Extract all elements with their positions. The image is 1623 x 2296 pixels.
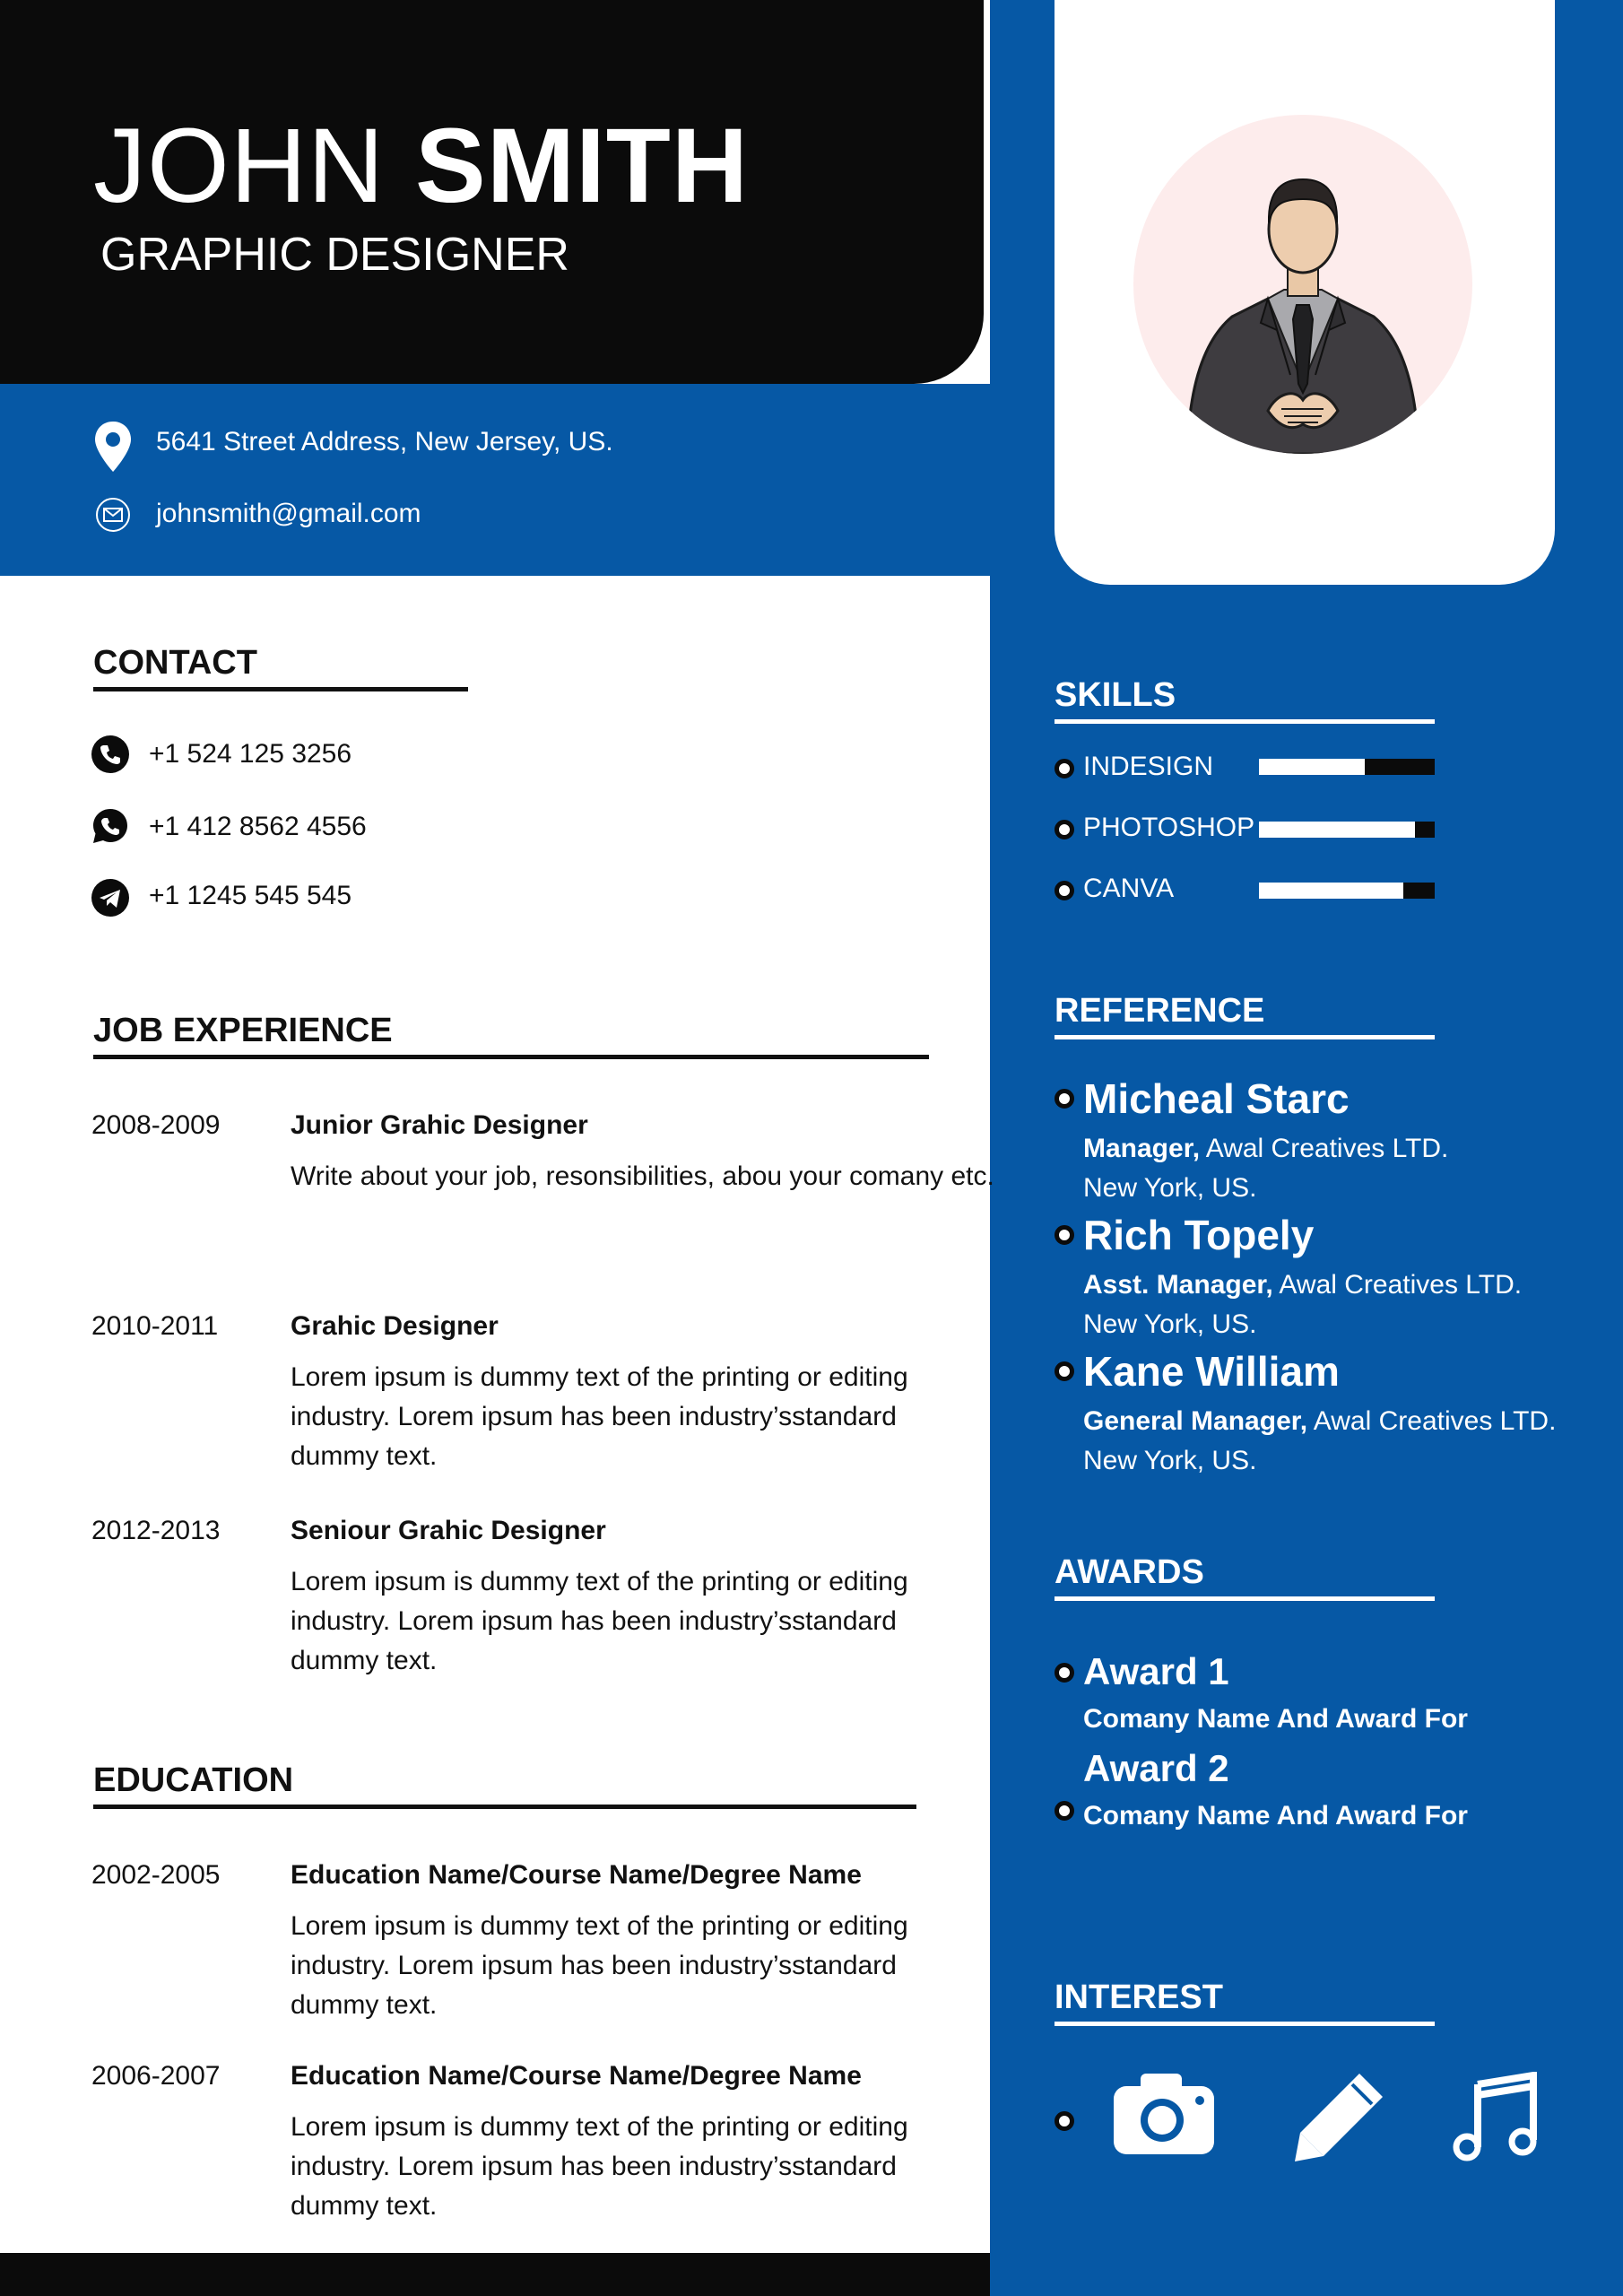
skill-bar-fill	[1259, 822, 1415, 838]
businessman-illustration	[1133, 115, 1472, 454]
telegram-icon	[91, 879, 129, 917]
phone-icon	[91, 735, 129, 773]
skill-bar	[1259, 759, 1435, 775]
bullet-icon	[1055, 1089, 1074, 1109]
award-subtitle: Comany Name And Award For	[1083, 1801, 1468, 1831]
education-years: 2002-2005	[91, 1860, 221, 1890]
award-subtitle: Comany Name And Award For	[1083, 1704, 1468, 1734]
reference-rule	[1055, 1035, 1435, 1039]
reference-position	[1083, 1406, 1556, 1437]
reference-position	[1083, 1134, 1448, 1164]
awards-title: AWARDS	[1055, 1553, 1204, 1591]
reference-location: New York, US.	[1083, 1173, 1257, 1203]
skill-name: CANVA	[1083, 874, 1175, 903]
bullet-icon	[1055, 1361, 1074, 1381]
awards-rule	[1055, 1596, 1435, 1601]
job-role: GRAPHIC DESIGNER	[100, 229, 569, 281]
award-name: Award 2	[1083, 1747, 1229, 1789]
bullet-icon	[1055, 1225, 1074, 1245]
skills-rule	[1055, 719, 1435, 724]
pencil-icon	[1293, 2070, 1386, 2168]
reference-title: REFERENCE	[1055, 992, 1265, 1030]
reference-location: New York, US.	[1083, 1446, 1257, 1475]
education-title: EDUCATION	[93, 1761, 294, 1799]
education-degree: Education Name/Course Name/Degree Name	[291, 2061, 862, 2091]
reference-company: Awal Creatives LTD.	[1307, 1406, 1557, 1436]
avatar	[1133, 115, 1472, 454]
bullet-icon	[1055, 820, 1074, 839]
bullet-icon	[1055, 1801, 1074, 1821]
person-name	[93, 107, 750, 225]
music-icon	[1451, 2072, 1541, 2166]
education-rule	[93, 1805, 916, 1809]
camera-icon	[1112, 2070, 1216, 2161]
experience-description: Write about your job, resonsibilities, abou your comany etc.	[291, 1161, 994, 1191]
address-text: 5641 Street Address, New Jersey, US.	[156, 427, 613, 457]
reference-company: Awal Creatives LTD.	[1272, 1270, 1523, 1300]
header-contact-band	[0, 384, 990, 576]
contact-phone-2[interactable]: +1 412 8562 4556	[149, 812, 367, 841]
footer-bar	[0, 2253, 990, 2296]
reference-name: Micheal Starc	[1083, 1075, 1350, 1122]
reference-location: New York, US.	[1083, 1309, 1257, 1339]
contact-phone-3[interactable]: +1 1245 545 545	[149, 881, 352, 910]
skill-bar	[1259, 883, 1435, 899]
skills-title: SKILLS	[1055, 676, 1176, 714]
experience-years: 2008-2009	[91, 1110, 221, 1140]
skill-bar-fill	[1259, 883, 1403, 899]
skill-bar-fill	[1259, 759, 1365, 775]
last-name: SMITH	[415, 107, 750, 225]
experience-years: 2010-2011	[91, 1311, 219, 1341]
contact-title: CONTACT	[93, 644, 257, 682]
experience-job-title: Junior Grahic Designer	[291, 1110, 588, 1140]
bullet-icon	[1055, 2111, 1074, 2131]
reference-role: Manager,	[1083, 1134, 1201, 1163]
interest-rule	[1055, 2022, 1435, 2026]
skill-bar	[1259, 822, 1435, 838]
experience-years: 2012-2013	[91, 1516, 221, 1545]
contact-phone-1[interactable]: +1 524 125 3256	[149, 739, 352, 769]
email-icon	[95, 497, 131, 537]
reference-position	[1083, 1270, 1522, 1300]
education-years: 2006-2007	[91, 2061, 221, 2091]
first-name: JOHN	[93, 107, 386, 225]
skill-name: PHOTOSHOP	[1083, 813, 1255, 842]
experience-description: Lorem ipsum is dummy text of the printing or editing industry. Lorem ipsum has been industry’sstandard dummy text.	[291, 1567, 908, 1675]
bullet-icon	[1055, 881, 1074, 900]
award-name: Award 1	[1083, 1650, 1229, 1692]
reference-role: General Manager,	[1083, 1406, 1308, 1436]
location-pin-icon	[93, 420, 133, 478]
reference-name: Rich Topely	[1083, 1212, 1315, 1258]
experience-job-title: Grahic Designer	[291, 1311, 499, 1341]
experience-title: JOB EXPERIENCE	[93, 1012, 393, 1049]
reference-role: Asst. Manager,	[1083, 1270, 1273, 1300]
experience-description: Lorem ipsum is dummy text of the printing or editing industry. Lorem ipsum has been industry’sstandard dummy text.	[291, 1362, 908, 1471]
education-description: Lorem ipsum is dummy text of the printing or editing industry. Lorem ipsum has been industry’sstandard dummy text.	[291, 1911, 908, 2020]
contact-rule	[93, 687, 468, 691]
reference-name: Kane William	[1083, 1348, 1340, 1395]
education-degree: Education Name/Course Name/Degree Name	[291, 1860, 862, 1890]
whatsapp-icon	[91, 807, 129, 845]
interest-title: INTEREST	[1055, 1979, 1223, 2016]
education-description: Lorem ipsum is dummy text of the printing or editing industry. Lorem ipsum has been industry’sstandard dummy text.	[291, 2112, 908, 2221]
email-link[interactable]: johnsmith@gmail.com	[156, 499, 421, 528]
reference-company: Awal Creatives LTD.	[1200, 1134, 1449, 1163]
experience-rule	[93, 1055, 929, 1059]
experience-job-title: Seniour Grahic Designer	[291, 1516, 606, 1545]
bullet-icon	[1055, 759, 1074, 778]
bullet-icon	[1055, 1663, 1074, 1683]
skill-name: INDESIGN	[1083, 752, 1214, 781]
